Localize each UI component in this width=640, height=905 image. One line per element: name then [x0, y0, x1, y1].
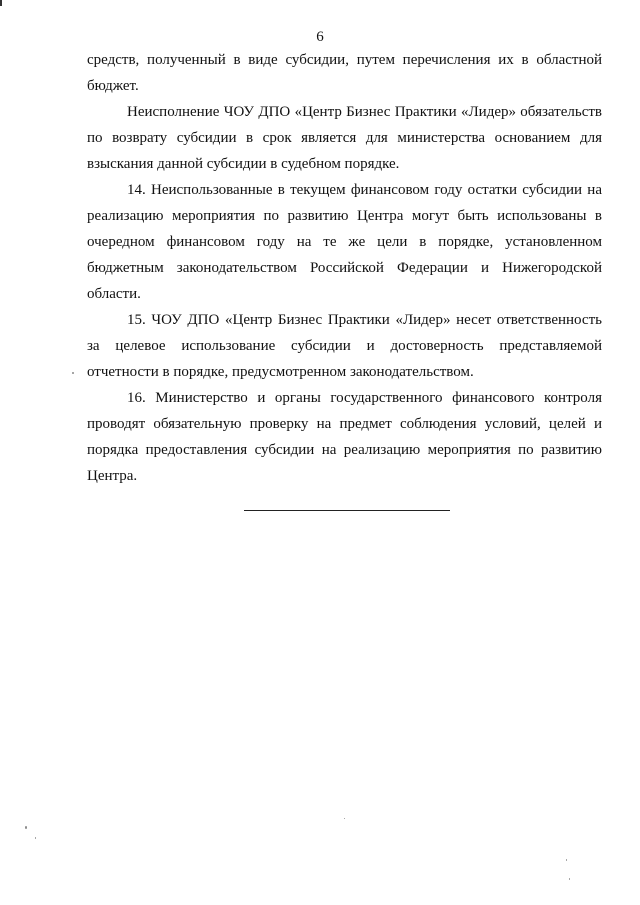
paragraph-text: 16. Министерство и органы государственного финансового контроля проводят обязательную проверку на предмет соблюдения условий, целей и порядка предоставления субсидии на реализацию мероприятия по развитию Центра. — [87, 390, 602, 484]
scan-speck — [25, 826, 27, 829]
scan-speck — [344, 818, 345, 819]
scan-corner-mark — [0, 0, 2, 6]
paragraph-subsidy-return-end — [87, 47, 602, 99]
document-end-divider — [244, 510, 450, 511]
page-number: 6 — [316, 29, 324, 45]
scan-speck — [72, 372, 74, 374]
paragraph-text: средств, полученный в виде субсидии, путем перечисления их в областной бюджет. — [87, 52, 602, 94]
paragraph-text: 14. Неиспользованные в текущем финансовом году остатки субсидии на реализацию мероприятия по развитию Центра могут быть использованы в очередном финансовом году на те же цели в порядке, установленном бюджетным законодательством Российской Федерации и Нижегородской области. — [87, 182, 602, 302]
paragraph-item-15 — [87, 307, 602, 385]
scan-speck — [35, 837, 36, 839]
paragraph-text: 15. ЧОУ ДПО «Центр Бизнес Практики «Лидер» несет ответственность за целевое использование субсидии и достоверность представляемой отчетности в порядке, предусмотренном законодательством. — [87, 312, 602, 380]
scan-speck — [569, 878, 570, 880]
scan-speck — [566, 859, 567, 861]
paragraph-item-14 — [87, 177, 602, 307]
paragraph-item-16 — [87, 385, 602, 489]
paragraph-non-fulfillment — [87, 99, 602, 177]
paragraph-text: Неисполнение ЧОУ ДПО «Центр Бизнес Практики «Лидер» обязательств по возврату субсидии в срок является для министерства основанием для взыскания данной субсидии в судебном порядке. — [87, 104, 602, 172]
